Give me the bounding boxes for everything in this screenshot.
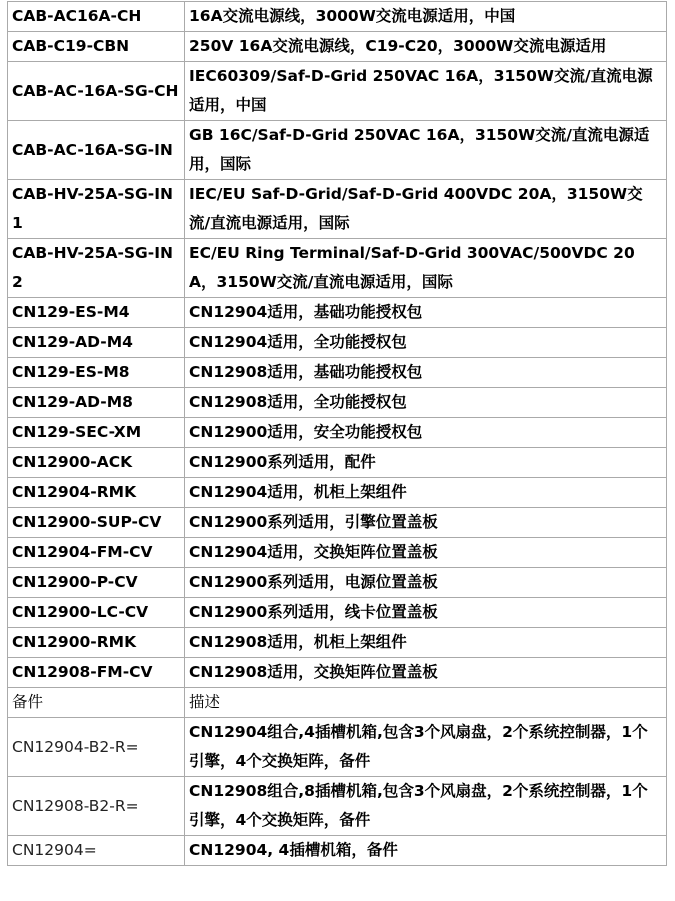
table-row [8, 180, 667, 239]
table-row [8, 628, 667, 658]
description-cell: CN12904适用，全功能授权包 [185, 328, 667, 358]
model-cell: CN12904= [8, 836, 185, 866]
description-cell: IEC60309/Saf-D-Grid 250VAC 16A，3150W交流/直流电源适用，中国 [185, 62, 667, 121]
table-row [8, 62, 667, 121]
model-cell: CN12900-LC-CV [8, 598, 185, 628]
model-cell: CAB-HV-25A-SG-IN2 [8, 239, 185, 298]
table-row [8, 418, 667, 448]
description-cell: CN12900系列适用，线卡位置盖板 [185, 598, 667, 628]
description-cell: CN12908适用，基础功能授权包 [185, 358, 667, 388]
spare-header-model: 备件 [8, 688, 185, 718]
table-row [8, 568, 667, 598]
model-cell: CAB-AC-16A-SG-CH [8, 62, 185, 121]
description-cell: CN12900系列适用，配件 [185, 448, 667, 478]
table-row [8, 538, 667, 568]
model-cell: CN12904-FM-CV [8, 538, 185, 568]
product-table [7, 1, 667, 866]
description-cell: CN12900系列适用，引擎位置盖板 [185, 508, 667, 538]
description-cell: CN12900系列适用，电源位置盖板 [185, 568, 667, 598]
description-cell: EC/EU Ring Terminal/Saf-D-Grid 300VAC/500VDC 20A，3150W交流/直流电源适用，国际 [185, 239, 667, 298]
model-cell: CN12900-P-CV [8, 568, 185, 598]
model-cell: CN12908-FM-CV [8, 658, 185, 688]
table-row [8, 2, 667, 32]
table-row [8, 777, 667, 836]
model-cell: CN129-AD-M8 [8, 388, 185, 418]
description-cell: CN12900适用，安全功能授权包 [185, 418, 667, 448]
table-row [8, 32, 667, 62]
description-cell: CN12908适用，全功能授权包 [185, 388, 667, 418]
description-cell: CN12904, 4插槽机箱，备件 [185, 836, 667, 866]
table-row [8, 718, 667, 777]
model-cell: CN129-AD-M4 [8, 328, 185, 358]
description-cell: CN12904适用，基础功能授权包 [185, 298, 667, 328]
description-cell: 16A交流电源线，3000W交流电源适用，中国 [185, 2, 667, 32]
description-cell: IEC/EU Saf-D-Grid/Saf-D-Grid 400VDC 20A，3150W交流/直流电源适用，国际 [185, 180, 667, 239]
description-cell: 250V 16A交流电源线，C19-C20，3000W交流电源适用 [185, 32, 667, 62]
table-row [8, 508, 667, 538]
table-row [8, 836, 667, 866]
model-cell: CN12908-B2-R= [8, 777, 185, 836]
table-row [8, 478, 667, 508]
model-cell: CAB-AC16A-CH [8, 2, 185, 32]
spare-header-description: 描述 [185, 688, 667, 718]
model-cell: CAB-HV-25A-SG-IN1 [8, 180, 185, 239]
model-cell: CN12904-B2-R= [8, 718, 185, 777]
table-row [8, 658, 667, 688]
model-cell: CN129-ES-M4 [8, 298, 185, 328]
table-row [8, 358, 667, 388]
model-cell: CN12904-RMK [8, 478, 185, 508]
model-cell: CAB-C19-CBN [8, 32, 185, 62]
description-cell: CN12908组合,8插槽机箱,包含3个风扇盘，2个系统控制器，1个引擎，4个交换矩阵，备件 [185, 777, 667, 836]
table-row [8, 598, 667, 628]
description-cell: CN12904组合,4插槽机箱,包含3个风扇盘，2个系统控制器，1个引擎，4个交换矩阵，备件 [185, 718, 667, 777]
description-cell: GB 16C/Saf-D-Grid 250VAC 16A，3150W交流/直流电源适用，国际 [185, 121, 667, 180]
table-row [8, 239, 667, 298]
model-cell: CN12900-RMK [8, 628, 185, 658]
model-cell: CAB-AC-16A-SG-IN [8, 121, 185, 180]
table-row [8, 121, 667, 180]
model-cell: CN12900-ACK [8, 448, 185, 478]
description-cell: CN12908适用，机柜上架组件 [185, 628, 667, 658]
table-row [8, 328, 667, 358]
table-row [8, 448, 667, 478]
table-row [8, 298, 667, 328]
model-cell: CN129-ES-M8 [8, 358, 185, 388]
table-row [8, 388, 667, 418]
spare-header-row [8, 688, 667, 718]
description-cell: CN12904适用，机柜上架组件 [185, 478, 667, 508]
description-cell: CN12908适用，交换矩阵位置盖板 [185, 658, 667, 688]
description-cell: CN12904适用，交换矩阵位置盖板 [185, 538, 667, 568]
model-cell: CN129-SEC-XM [8, 418, 185, 448]
model-cell: CN12900-SUP-CV [8, 508, 185, 538]
